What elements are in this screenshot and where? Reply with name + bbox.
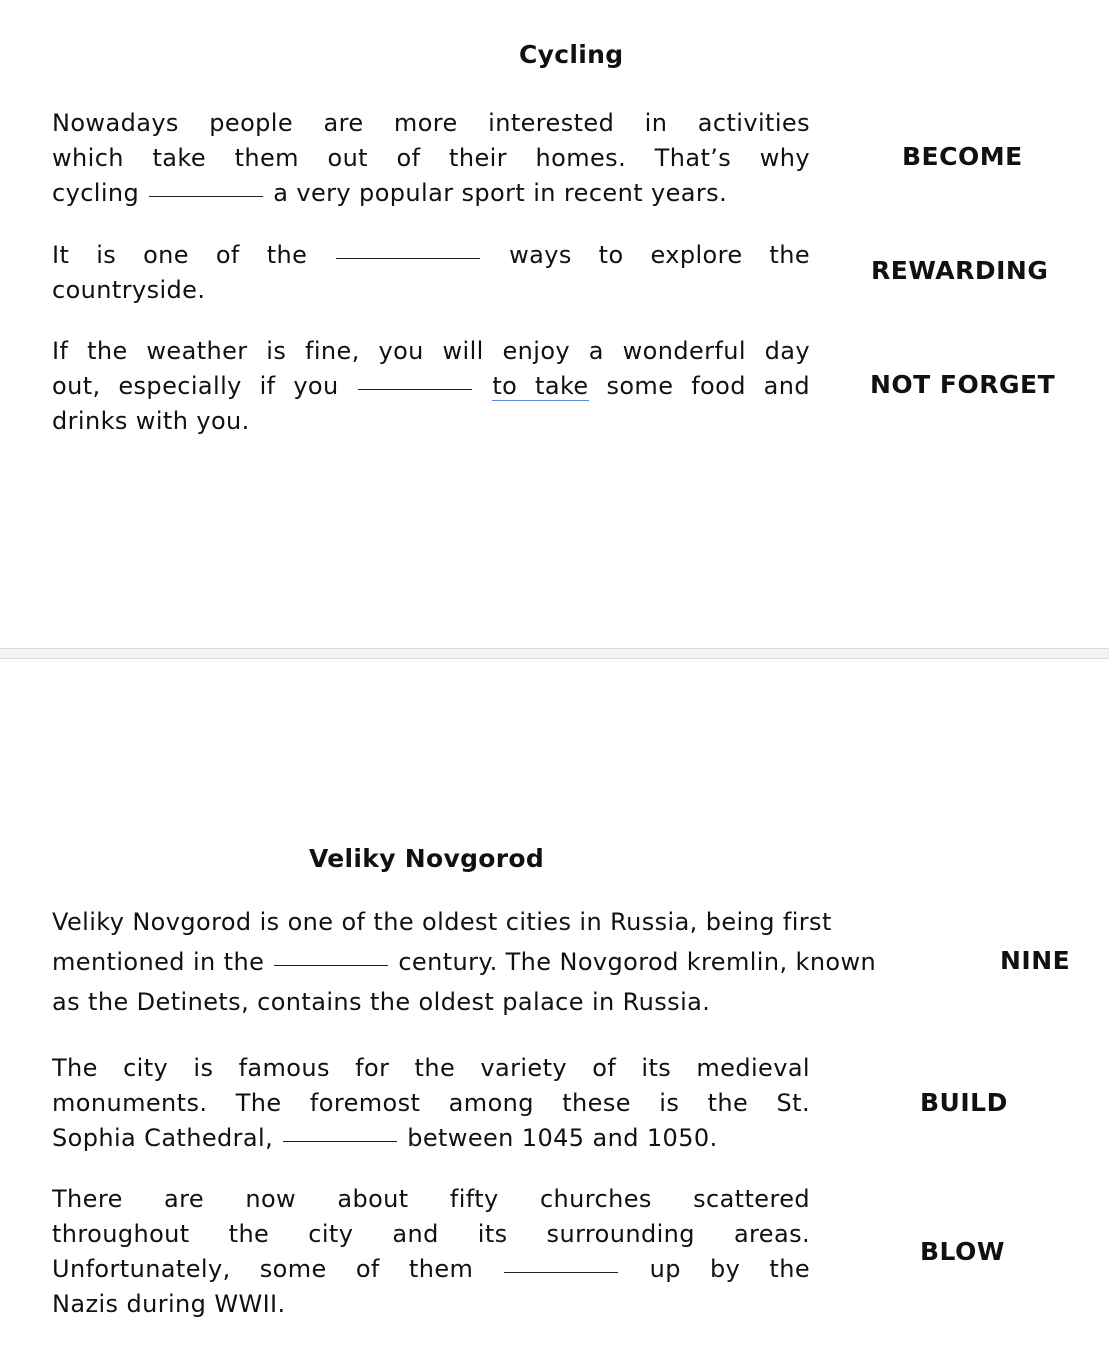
text-line: There are now about fifty churches scattered bbox=[52, 1185, 810, 1213]
keyword-nine: NINE bbox=[1000, 946, 1071, 975]
page-separator bbox=[0, 648, 1109, 659]
text-line: out, especially if you to take some food and bbox=[52, 372, 811, 400]
paragraph-novgorod-1 bbox=[52, 902, 992, 1022]
text-line: Sophia Cathedral, between 1045 and 1050. bbox=[52, 1124, 718, 1152]
paragraph-novgorod-2 bbox=[52, 1051, 810, 1156]
text-line: throughout the city and its surrounding areas. bbox=[52, 1220, 810, 1248]
keyword-not-forget: NOT FORGET bbox=[870, 370, 1056, 399]
text-line: as the Detinets, contains the oldest palace in Russia. bbox=[52, 988, 711, 1016]
paragraph-novgorod-3 bbox=[52, 1182, 810, 1322]
keyword-build: BUILD bbox=[920, 1088, 1008, 1117]
section-title-veliky-novgorod: Veliky Novgorod bbox=[309, 844, 545, 873]
keyword-become: BECOME bbox=[902, 142, 1023, 171]
answer-blank[interactable] bbox=[283, 1140, 397, 1142]
text-line: The city is famous for the variety of its medieval bbox=[52, 1054, 810, 1082]
keyword-rewarding: REWARDING bbox=[871, 256, 1049, 285]
text-line: It is one of the ways to explore the bbox=[52, 241, 811, 269]
paragraph-cycling-2 bbox=[52, 238, 810, 308]
answer-blank[interactable] bbox=[336, 257, 480, 259]
text-line: Nazis during WWII. bbox=[52, 1290, 286, 1318]
text-line: Unfortunately, some of them up by the bbox=[52, 1255, 810, 1283]
page-1 bbox=[0, 0, 1109, 648]
keyword-blow: BLOW bbox=[920, 1237, 1005, 1266]
text-line: cycling a very popular sport in recent years. bbox=[52, 179, 728, 207]
answer-blank[interactable] bbox=[149, 195, 263, 197]
text-line: drinks with you. bbox=[52, 407, 250, 435]
paragraph-cycling-1 bbox=[52, 106, 810, 211]
text-line: countryside. bbox=[52, 276, 206, 304]
text-line: Veliky Novgorod is one of the oldest cities in Russia, being first bbox=[52, 908, 832, 936]
section-title-cycling: Cycling bbox=[519, 40, 624, 69]
answer-blank[interactable] bbox=[274, 964, 388, 966]
text-line: Nowadays people are more interested in activities bbox=[52, 109, 810, 137]
answer-blank[interactable] bbox=[358, 388, 472, 390]
text-line: mentioned in the century. The Novgorod kremlin, known bbox=[52, 948, 877, 976]
text-line: monuments. The foremost among these is the St. bbox=[52, 1089, 810, 1117]
underlined-text: to take bbox=[492, 372, 589, 400]
text-line: which take them out of their homes. That’s why bbox=[52, 144, 810, 172]
page-2 bbox=[0, 659, 1109, 1345]
text-line: If the weather is fine, you will enjoy a wonderful day bbox=[52, 337, 810, 365]
answer-blank[interactable] bbox=[504, 1271, 618, 1273]
paragraph-cycling-3 bbox=[52, 334, 810, 439]
